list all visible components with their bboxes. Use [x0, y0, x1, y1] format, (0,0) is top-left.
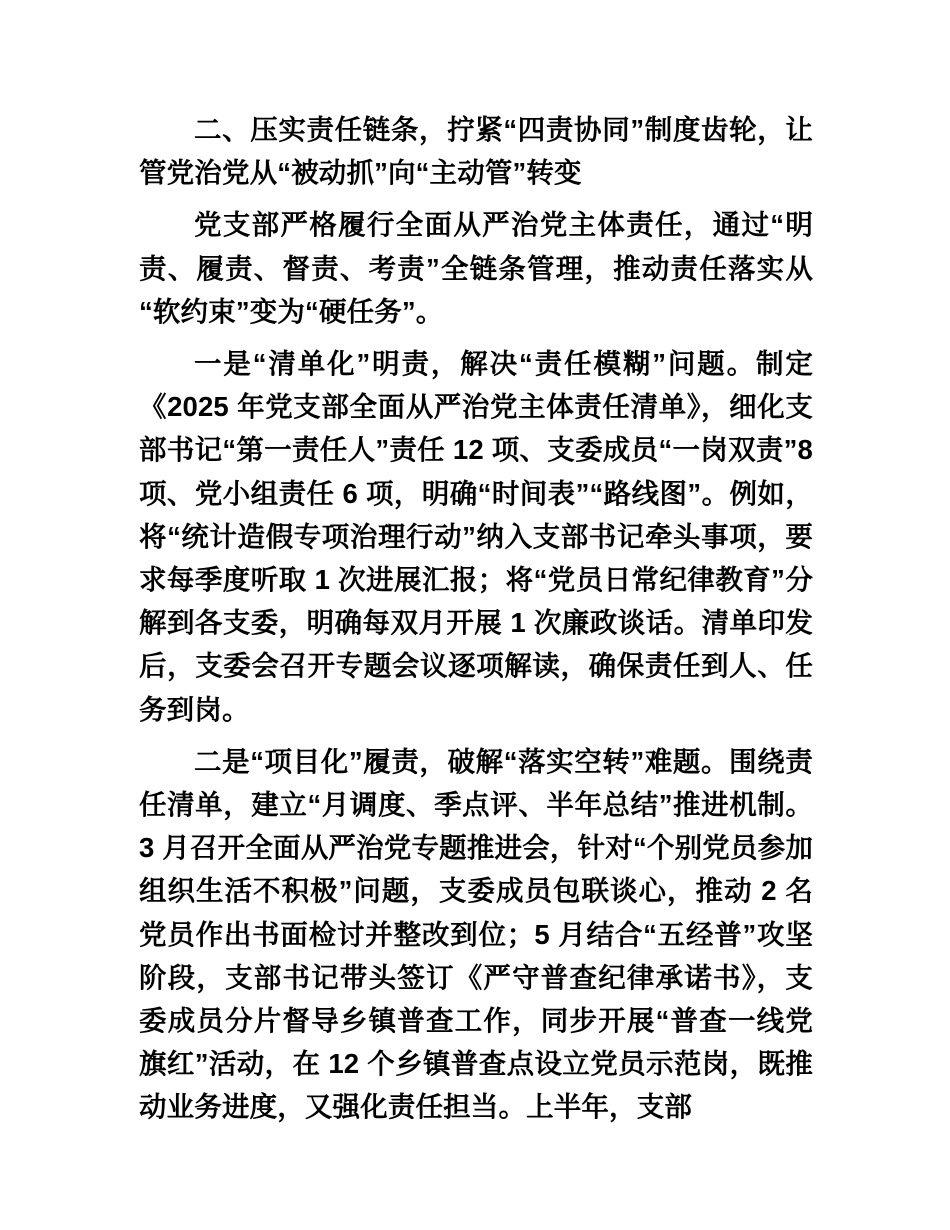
paragraph-point-two: 二是“项目化”履责，破解“落实空转”难题。围绕责任清单，建立“月调度、季点评、半年总结”推进机制。3 月召开全面从严治党专题推进会，针对“个别党员参加组织生活不积极”问题，支委成员包联谈心，推动 2 名党员作出书面检讨并整改到位；5 月结合“五经普”攻坚阶段，支部书记带头签订《严守普查纪律承诺书》，支委成员分片督导乡镇普查工作，同步开展“普查一线党旗红”活动，在 12 个乡镇普查点设立党员示范岗，既推动业务进度，又强化责任担当。上半年，支部 — [139, 745, 813, 1123]
paragraph-intro: 党支部严格履行全面从严治党主体责任，通过“明责、履责、督责、考责”全链条管理，推动责任落实从“软约束”变为“硬任务”。 — [139, 209, 813, 327]
document-text-body — [139, 108, 813, 1129]
paragraph-section-heading-2: 二、压实责任链条，拧紧“四责协同”制度齿轮，让管党治党从“被动抓”向“主动管”转变 — [139, 114, 813, 189]
paragraph-point-one: 一是“清单化”明责，解决“责任模糊”问题。制定《2025 年党支部全面从严治党主体责任清单》，细化支部书记“第一责任人”责任 12 项、支委成员“一岗双责”8 项、党小组责任 6 项，明确“时间表”“路线图”。例如，将“统计造假专项治理行动”纳入支部书记牵头事项，要求每季度听取 1 次进展汇报；将“党员日常纪律教育”分解到各支委，明确每双月开展 1 次廉政谈话。清单印发后，支委会召开专题会议逐项解读，确保责任到人、任务到岗。 — [139, 348, 813, 725]
